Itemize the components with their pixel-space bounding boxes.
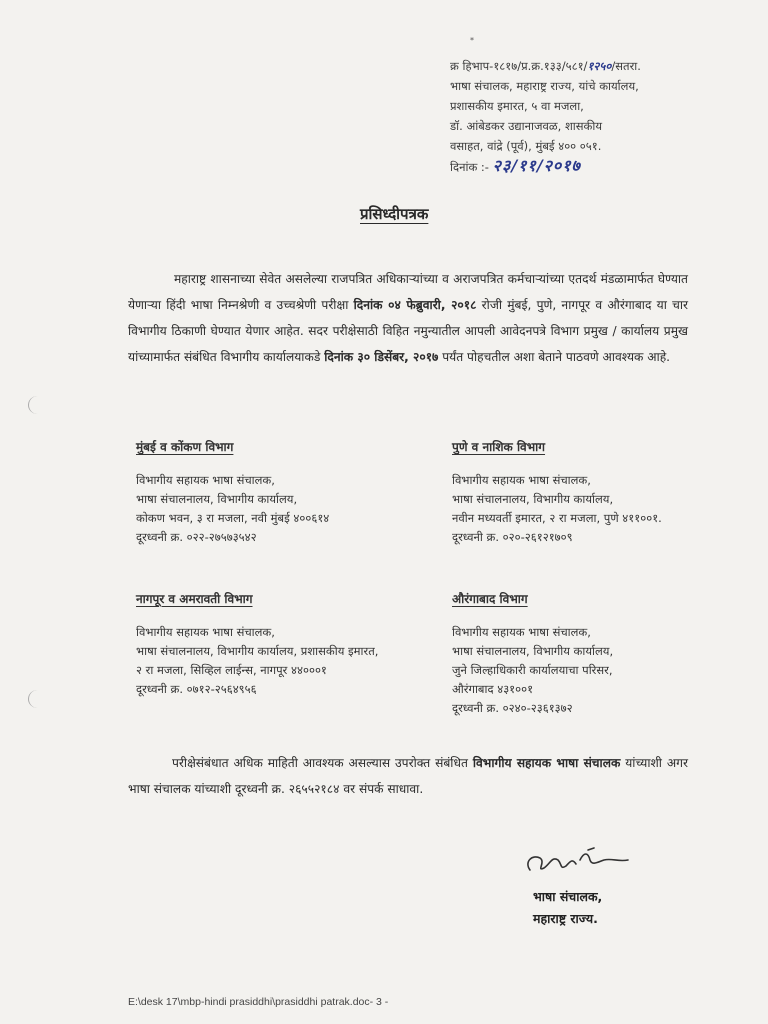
punch-hole-mark — [28, 396, 47, 414]
office-line: भाषा संचालनालय, विभागीय कार्यालय, — [136, 492, 298, 506]
exam-date: दिनांक ०४ फेब्रुवारी, २०१८ — [353, 298, 477, 312]
deadline-date: दिनांक ३० डिसेंबर, २०१७ — [324, 350, 439, 364]
office-address-line: वसाहत, वांद्रे (पूर्व), मुंबई ४०० ०५१. — [450, 139, 602, 153]
contact-officer: विभागीय सहायक भाषा संचालक — [472, 756, 621, 770]
office-line: विभागीय सहायक भाषा संचालक, — [452, 625, 591, 639]
office-aurangabad — [452, 590, 752, 718]
office-nagpur — [136, 590, 436, 699]
signatory-designation: भाषा संचालक, — [533, 889, 603, 904]
asterisk-mark: * — [470, 36, 474, 45]
office-heading: मुंबई व कोंकण विभाग — [136, 440, 234, 454]
date-line: दिनांक :- २३/११/२०१७ — [450, 156, 581, 175]
footer-file-path: E:\desk 17\mbp-hindi prasiddhi\prasiddhi patrak.doc- 3 - — [128, 996, 389, 1008]
office-heading: नागपूर व अमरावती विभाग — [136, 592, 253, 606]
reference-block — [450, 56, 750, 177]
punch-hole-mark — [28, 690, 47, 708]
office-line: कोकण भवन, ३ रा मजला, नवी मुंबई ४००६१४ — [136, 511, 330, 525]
office-pune — [452, 438, 752, 547]
handwritten-number: १२५० — [587, 59, 612, 73]
office-phone: दूरध्वनी क्र. ०२०-२६१२१७०९ — [452, 530, 573, 544]
office-line: भाषा संचालनालय, विभागीय कार्यालय, प्रशासकीय इमारत, — [136, 644, 379, 658]
office-line: भाषा संचालनालय, विभागीय कार्यालय, — [452, 492, 614, 506]
signatory-state: महाराष्ट्र राज्य. — [533, 911, 598, 926]
body-paragraph-2: परीक्षेसंबंधात अधिक माहिती आवश्यक असल्यास उपरोक्त संबंधित विभागीय सहायक भाषा संचालक यांच्याशी अगर भाषा संचालक यांच्याशी दूरध्वनी क्र. २६५५२१८४ वर संपर्क साधावा. — [128, 756, 689, 796]
office-heading: औरंगाबाद विभाग — [452, 592, 528, 606]
signatory-block — [533, 886, 602, 930]
office-line: नवीन मध्यवर्ती इमारत, २ रा मजला, पुणे ४११००१. — [452, 511, 662, 525]
office-mumbai — [136, 438, 426, 547]
office-address-line: प्रशासकीय इमारत, ५ वा मजला, — [450, 99, 584, 113]
signature — [518, 842, 638, 882]
office-address-line: डॉ. आंबेडकर उद्यानाजवळ, शासकीय — [450, 119, 603, 133]
office-line: भाषा संचालनालय, विभागीय कार्यालय, — [452, 644, 614, 658]
office-line: २ रा मजला, सिव्हिल लाईन्स, नागपूर ४४०००१ — [136, 663, 327, 677]
office-line: औरंगाबाद ४३१००१ — [452, 682, 534, 696]
office-phone: दूरध्वनी क्र. ०२४०-२३६१३७२ — [452, 701, 573, 715]
office-line: विभागीय सहायक भाषा संचालक, — [136, 473, 275, 487]
body-paragraph-1: महाराष्ट्र शासनाच्या सेवेत असलेल्या राजपत्रित अधिकाऱ्यांच्या व अराजपत्रित कर्मचाऱ्यांच्या एतदर्थ मंडळामार्फत घेण्यात येणाऱ्या हिंदी भाषा निम्नश्रेणी व उच्चश्रेणी परीक्षा दिनांक ०४ फेब्रुवारी, २०१८ रोजी मुंबई, पुणे, नागपूर व औरंगाबाद या चार विभागीय ठिकाणी घेण्यात येणार आहेत. सदर परीक्षेसाठी विहित नमुन्यातील आपली आवेदनपत्रे विभाग प्रमुख / कार्यालय प्रमुख यांच्यामार्फत संबंधित विभागीय कार्यालयाकडे दिनांक ३० डिसेंबर, २०१७ पर्यंत पोहचतील अशा बेताने पाठवणे आवश्यक आहे. — [128, 272, 689, 364]
document-title: प्रसिध्दीपत्रक — [360, 205, 429, 223]
office-line: विभागीय सहायक भाषा संचालक, — [452, 473, 591, 487]
office-phone: दूरध्वनी क्र. ०२२-२७५७३५४२ — [136, 530, 257, 544]
office-line: विभागीय सहायक भाषा संचालक, — [136, 625, 275, 639]
handwritten-date: २३/११/२०१७ — [492, 156, 581, 175]
office-address-line: भाषा संचालक, महाराष्ट्र राज्य, यांचे कार्यालय, — [450, 79, 639, 93]
office-line: जुने जिल्हाधिकारी कार्यालयाचा परिसर, — [452, 663, 613, 677]
office-phone: दूरध्वनी क्र. ०७१२-२५६४९५६ — [136, 682, 257, 696]
office-heading: पुणे व नाशिक विभाग — [452, 440, 546, 454]
reference-number: क्र हिभाप-१८१७/प्र.क्र.१३३/५८१/१२५०/सतरा. — [450, 59, 641, 73]
